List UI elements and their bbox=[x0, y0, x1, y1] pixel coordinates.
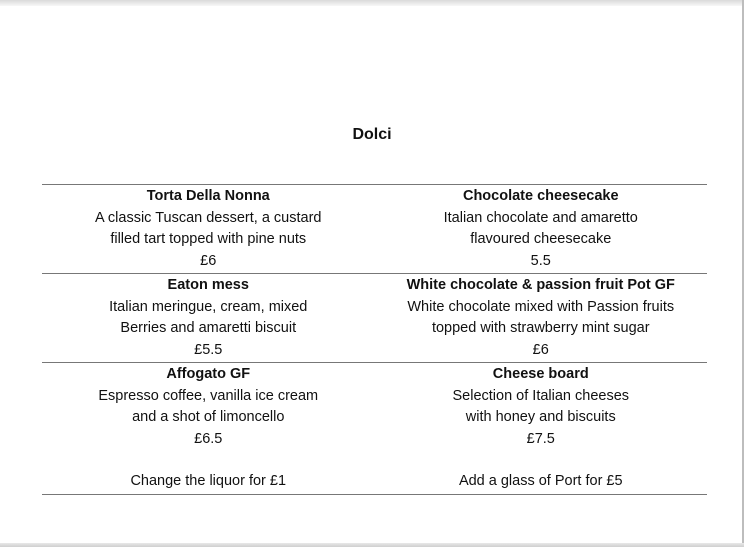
menu-item-torta-della-nonna bbox=[42, 185, 375, 273]
item-description: topped with strawberry mint sugar bbox=[431, 320, 650, 336]
menu-row bbox=[42, 185, 707, 274]
item-note: Add a glass of Port for £5 bbox=[458, 473, 623, 489]
item-description: flavoured cheesecake bbox=[470, 231, 612, 247]
menu-item-cheese-board bbox=[375, 363, 708, 494]
item-name: Torta Della Nonna bbox=[146, 188, 270, 204]
item-description: with honey and biscuits bbox=[465, 409, 616, 425]
item-description: A classic Tuscan dessert, a custard bbox=[95, 209, 322, 226]
item-price: £6 bbox=[532, 341, 549, 358]
item-name: Chocolate cheesecake bbox=[462, 188, 619, 204]
item-description: Italian chocolate and amaretto bbox=[443, 209, 638, 226]
item-description: Italian meringue, cream, mixed bbox=[109, 298, 308, 315]
item-price: £6 bbox=[200, 252, 217, 269]
item-description: White chocolate mixed with Passion fruits bbox=[407, 298, 675, 315]
item-description: filled tart topped with pine nuts bbox=[110, 231, 307, 247]
menu-item-eaton-mess bbox=[42, 274, 375, 362]
item-price: £5.5 bbox=[194, 341, 223, 358]
item-name: White chocolate & passion fruit Pot GF bbox=[406, 277, 675, 293]
item-description: Selection of Italian cheeses bbox=[452, 387, 630, 404]
menu-item-chocolate-cheesecake bbox=[375, 185, 708, 273]
dessert-menu-table bbox=[42, 184, 707, 495]
item-price: £7.5 bbox=[526, 430, 555, 447]
item-price: £6.5 bbox=[194, 430, 223, 447]
menu-title: Dolci bbox=[352, 126, 392, 143]
item-name: Affogato GF bbox=[166, 366, 251, 382]
item-name: Eaton mess bbox=[167, 277, 249, 293]
item-note: Change the liquor for £1 bbox=[130, 473, 287, 489]
menu-item-white-chocolate-pot bbox=[375, 274, 708, 362]
item-name: Cheese board bbox=[492, 366, 589, 382]
menu-item-affogato bbox=[42, 363, 375, 494]
item-description: Espresso coffee, vanilla ice cream bbox=[98, 387, 319, 404]
page-edge-top bbox=[0, 0, 744, 6]
item-description: Berries and amaretti biscuit bbox=[120, 320, 297, 336]
menu-row bbox=[42, 274, 707, 363]
item-price: 5.5 bbox=[530, 252, 551, 269]
menu-row bbox=[42, 363, 707, 495]
page-edge-bottom bbox=[0, 543, 744, 547]
item-description: and a shot of limoncello bbox=[132, 409, 285, 425]
